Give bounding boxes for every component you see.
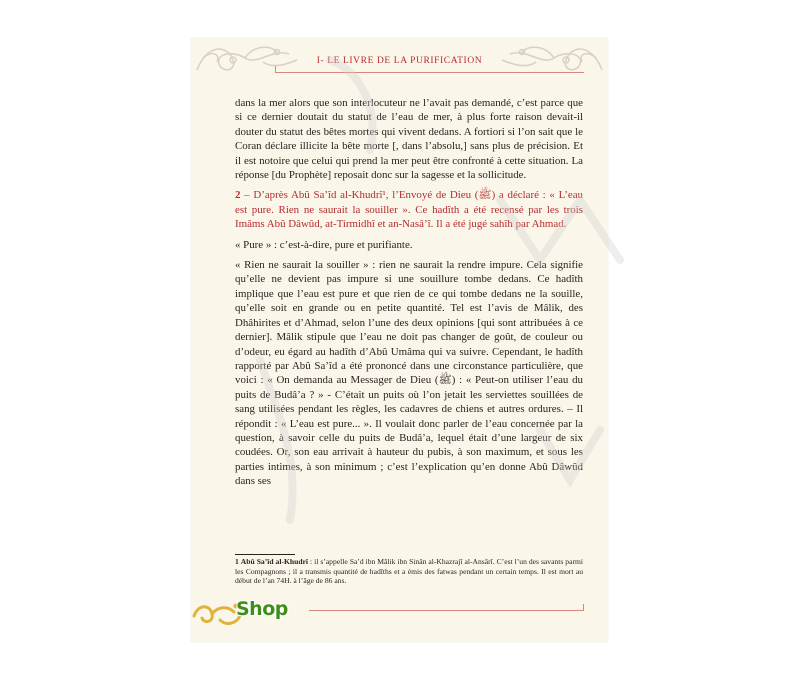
footnote-rule [235, 554, 295, 555]
footer-rule-tick [583, 604, 584, 611]
footnote-name: Abû Sa’îd al-Khudrî [240, 557, 309, 566]
shop-logo [190, 596, 330, 638]
footer-rule [309, 610, 584, 611]
paragraph: « Pure » : c’est-à-dire, pure et purifiante. [235, 238, 413, 251]
chapter-title: I- LE LIVRE DE LA PURIFICATION [316, 56, 483, 66]
hadith-number: 2 [235, 189, 241, 202]
logo-text: Shop [236, 598, 288, 620]
header-rule [275, 72, 584, 73]
paragraph: dans la mer alors que son interlocuteur ne l’avait pas demandé, c’est parce que si ce dernier doutait du statut de l’eau de mer, à plus forte raison devait-il douter du statut des bêtes mortes qui vivent dedans. A fortiori si l’on sait que le Coran déclare illicite la bête morte [, dans l’absolu,] sans plus de précision. Et il est notoire que celui qui prend la mer peut être confronté à cette situation. La réponse [du Prophète] reposait donc sur la sagesse et la sollicitude. [235, 97, 583, 182]
footnote-text: : il s’appelle Sa’d ibn Mâlik ibn Sinân al-Khazrajî al-Ansârî. C’est l’un des savants parmi les Compagnons ; il a transmis quantité de hadîths et a émis des fatwas pendant un certain temps. Il est mort au début de l’an 74H. à l’âge de 86 ans. [235, 557, 583, 586]
hadith-text: – D’après Abû Sa’îd al-Khudrî¹, l’Envoyé de Dieu (ﷺ) a déclaré : « L’eau est pure. Rien ne saurait la souiller ». Ce hadîth a été recensé par les trois Imâms Abû Dâwûd, at-Tirmidhî et an-Nasâ’î. Il a été jugé sahîh par Ahmad. [235, 189, 583, 231]
hadith-paragraph [235, 188, 583, 231]
footnote-number: 1 [235, 557, 239, 566]
footnote [235, 557, 583, 586]
paragraph: « Rien ne saurait la souiller » : rien ne saurait la rendre impure. Cela signifie qu’elle ne devient pas impure si une souillure tombe dedans. Ce hadîth implique que l’eau est pure et que rien de ce qui tombe dedans ne la souille, qu’elle soit en grande ou en petite quantité. Tel est l’avis de Mâlik, des Dhâhirites et d’Ahmad, selon l’une des deux opinions [qui sont attribuées à ce dernier]. Mâlik stipule que l’eau ne doit pas changer de goût, de couleur ou d’odeur, eu égard au hadîth d’Abû Umâma qui va suivre. Cependant, le hadîth rapporté par Abû Sa’îd a été prononcé dans une circonstance particulière, que voici : « On demanda au Messager de Dieu (ﷺ) : « Peut-on utiliser l’eau du puits de Budâ’a ? » - C’était un puits où l’on jetait les serviettes souillées de sang utilisées pendant les règles, les cadavres de chiens et autres ordures. – Il répondit : « L’eau est pure... ». Il voulait donc parler de l’eau concernée par la question, à savoir celle du puits de Budâ’a, lequel était d’une largeur de six coudées. Or, son eau arrivait à hauteur du pubis, à son maximum, et sous les parties intimes, à son minimum ; c’est l’explication qu’en donne Abû Dâwûd dans ses [235, 259, 583, 488]
page-body [235, 96, 583, 495]
book-page [191, 38, 608, 642]
page-header [191, 38, 608, 84]
